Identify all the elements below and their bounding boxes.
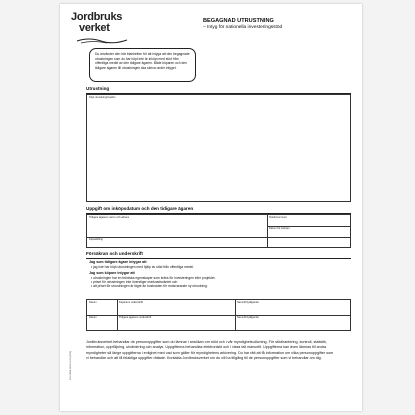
section-equipment-title: Utrustning	[86, 86, 110, 91]
sig2-name-label: Namnförtydligande	[237, 316, 259, 319]
phone-label: Telefonnummer	[269, 216, 287, 219]
owner-label: Tidigare ägarens namn och adress	[89, 216, 129, 219]
jordbruksverket-logo	[71, 11, 129, 45]
purchase-divider-h2	[87, 237, 267, 238]
buyer-heading: Jag som köpare intygar att	[89, 271, 135, 275]
date-label: Datum för inköpet	[269, 227, 290, 230]
sig1-sign-label: Köparens underskrift	[119, 301, 143, 304]
signature-table	[86, 299, 351, 331]
sig1-name-label: Namnförtydligande	[237, 301, 259, 304]
sig2-sign-label: Tidigare ägarens underskrift	[119, 316, 152, 319]
section-assurance-title: Försäkran och underskrift	[86, 251, 143, 256]
buyer-bullet-2: • priset för utrustningen inte överstiger marknadsvärdet och	[91, 280, 178, 284]
purchase-table	[86, 214, 351, 248]
owner-heading: Jag som tidigare ägare intygar att	[89, 260, 147, 264]
owner-bullet: • jag inte har köpt utrustningen med hjälp av stöd från offentliga medel.	[91, 265, 195, 269]
privacy-notice	[86, 340, 336, 361]
price-label: Köpeskilling	[89, 238, 103, 241]
buyer-bullet-1: • utrustningen har en tekniska egenskaper som krävs för investeringen eller projektet.	[91, 276, 216, 280]
form-title: BEGAGNAD UTRUSTNING	[203, 18, 274, 24]
instructions-text: Du använder den här blanketten för att intyga att den begagnade utrustningen som du har köpt inte är inköpt med stöd från offentliga medel av den tidigare ägaren. Både köparen och den tidigare ägaren till utrustningen ska skriva under intyget.	[95, 52, 190, 70]
instructions-box	[89, 48, 196, 82]
section-assurance-rule	[86, 258, 351, 259]
privacy-text: Jordbruksverket behandlar de personuppgifter som du lämnar i ansökan om stöd och i vår myndighetsutövning. För stödhantering, kontroll, statistik, information, uppföljning, utvärdering och analys. Uppgifterna behandlas elektroniskt och i vissa fall manuellt. Uppgifterna kan även lämnas till andra myndigheter så länge uppgifterna i enlighet med vad som gäller för myndighetens arkivering. Du har rätt att få information om vilka personuppgifter som vi behandlar och att få felaktiga uppgifter rättade. Kontakta Jordbruksverket om du vill ha tillgång till de personuppgifter som vi behandlar om dig.	[86, 340, 334, 360]
section-purchase-title: Uppgift om inköpsdatum och den tidigare ägaren	[86, 206, 194, 211]
form-sheet	[60, 4, 362, 411]
form-code: D:16 WEB 2020-01-01 (2020)	[70, 351, 72, 380]
equipment-label: Köpt utrustning/maskin	[89, 96, 116, 99]
signature-divider-v2	[235, 300, 236, 331]
logo-line2: verket	[79, 22, 110, 34]
purchase-divider	[267, 215, 268, 248]
sig2-date-label: Datum	[89, 316, 97, 319]
buyer-bullet-3: • att priset för utrustningen är lägre än kostnaden för motsvarande ny utrustning.	[91, 284, 208, 288]
equipment-field[interactable]	[86, 94, 351, 202]
signature-divider-v1	[117, 300, 118, 331]
sig1-date-label: Datum	[89, 301, 97, 304]
logo-line1: Jordbruks	[71, 11, 123, 23]
form-subtitle: – Intyg för nationella investeringsstöd	[203, 25, 283, 30]
purchase-divider-h3	[267, 237, 351, 238]
